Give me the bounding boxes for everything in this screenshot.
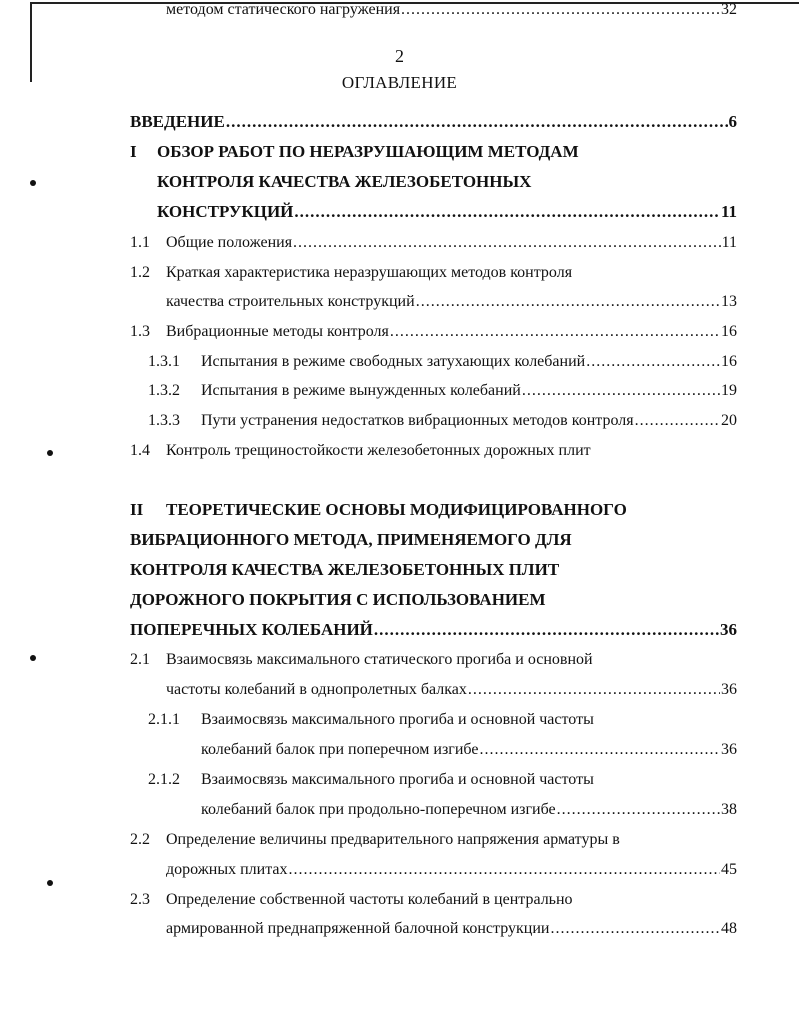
toc-entry-title: Контроль трещиностойкости железобетонных дорожных плит xyxy=(166,442,591,459)
toc-entry-line xyxy=(130,530,572,550)
toc-entry-title: КОНСТРУКЦИЙ xyxy=(157,202,294,221)
dot-leader xyxy=(374,620,719,640)
toc-page-number: 6 xyxy=(728,112,737,131)
toc-entry-line xyxy=(166,650,593,670)
toc-entry-line xyxy=(201,352,737,372)
toc-entry-title: дорожных плитах xyxy=(166,861,288,878)
toc-entry-line xyxy=(166,830,620,850)
toc-entry-title: частоты колебаний в однопролетных балках xyxy=(166,681,467,698)
dot-leader xyxy=(522,381,720,401)
toc-entry-line xyxy=(166,0,737,20)
toc-entry-title: колебаний балок при продольно-поперечном изгибе xyxy=(201,801,556,818)
toc-entry-number: 2.2 xyxy=(130,831,150,848)
toc-entry-line xyxy=(130,560,559,580)
toc-entry-title: Испытания в режиме свободных затухающих колебаний xyxy=(201,353,586,370)
toc-page-number: 38 xyxy=(721,801,737,818)
toc-page-number: 45 xyxy=(721,861,737,878)
toc-entry-number: 1.1 xyxy=(130,234,150,251)
toc-page-number: 36 xyxy=(721,681,737,698)
toc-entry-title: Пути устранения недостатков вибрационных методов контроля xyxy=(201,412,634,429)
toc-entry-line xyxy=(166,890,573,910)
toc-entry-title: ТЕОРЕТИЧЕСКИЕ ОСНОВЫ МОДИФИЦИРОВАННОГО xyxy=(166,500,627,519)
toc-page-number: 11 xyxy=(720,202,737,221)
toc-entry-number: 2.3 xyxy=(130,891,150,908)
toc-entry-line xyxy=(130,620,737,640)
toc-entry-line xyxy=(166,500,627,520)
toc-entry-number: 2.1.2 xyxy=(148,771,180,788)
toc-page-number: 32 xyxy=(721,1,737,18)
toc-entry-line xyxy=(201,800,737,820)
toc-entry-line xyxy=(166,233,737,253)
toc-page-number: 36 xyxy=(720,620,737,639)
toc-entry-number: I xyxy=(130,142,137,161)
toc-entry-title: Определение собственной частоты колебаний в центрально xyxy=(166,891,573,908)
toc-entry-title: колебаний балок при поперечном изгибе xyxy=(201,741,479,758)
toc-entry-number: II xyxy=(130,500,144,519)
toc-entry-line xyxy=(130,112,737,132)
toc-page-number: 19 xyxy=(721,382,737,399)
dot-leader xyxy=(557,800,720,820)
toc-page-number: 36 xyxy=(721,741,737,758)
toc-entry-title: методом статического нагружения xyxy=(166,1,401,18)
toc-entry-title: Вибрационные методы контроля xyxy=(166,323,389,340)
toc-entry-title: Определение величины предварительного напряжения арматуры в xyxy=(166,831,620,848)
scan-border-left xyxy=(30,2,32,82)
toc-entry-number: 1.2 xyxy=(130,264,150,281)
toc-entry-title: качества строительных конструкций xyxy=(166,293,415,310)
punch-hole-mark xyxy=(30,655,36,661)
toc-entry-title: Взаимосвязь максимального прогиба и основной частоты xyxy=(201,771,594,788)
dot-leader xyxy=(293,233,721,253)
toc-page-number: 13 xyxy=(721,293,737,310)
toc-entry-title: Взаимосвязь максимального статического прогиба и основной xyxy=(166,651,593,668)
toc-entry-line xyxy=(201,710,594,730)
toc-page-number: 11 xyxy=(721,234,737,251)
toc-entry-number: 2.1 xyxy=(130,651,150,668)
page-title: ОГЛАВЛЕНИЕ xyxy=(341,73,458,92)
toc-entry-line xyxy=(166,263,572,283)
toc-entry-line xyxy=(201,381,737,401)
toc-entry-line xyxy=(201,770,594,790)
toc-entry-number: 1.3 xyxy=(130,323,150,340)
dot-leader xyxy=(294,202,720,222)
toc-entry-title: Краткая характеристика неразрушающих методов контроля xyxy=(166,264,573,281)
toc-entry-number: 1.3.1 xyxy=(148,353,180,370)
toc-entry-line xyxy=(166,860,737,880)
toc-entry-title: Взаимосвязь максимального прогиба и основной частоты xyxy=(201,711,594,728)
punch-hole-mark xyxy=(47,880,53,886)
dot-leader xyxy=(468,680,720,700)
toc-entry-title: КОНТРОЛЯ КАЧЕСТВА ЖЕЛЕЗОБЕТОННЫХ xyxy=(157,172,532,191)
toc-entry-title: армированной преднапряженной балочной конструкции xyxy=(166,920,550,937)
dot-leader xyxy=(635,411,720,431)
toc-entry-title: Общие положения xyxy=(166,234,293,251)
toc-entry-line xyxy=(201,740,737,760)
dot-leader xyxy=(586,352,720,372)
dot-leader xyxy=(226,112,728,132)
toc-entry-title: ОБЗОР РАБОТ ПО НЕРАЗРУШАЮЩИМ МЕТОДАМ xyxy=(157,142,579,161)
dot-leader xyxy=(416,292,720,312)
toc-page-number: 16 xyxy=(721,323,737,340)
dot-leader xyxy=(401,0,720,20)
toc-entry-line xyxy=(166,680,737,700)
toc-entry-line xyxy=(157,202,737,222)
dot-leader xyxy=(550,919,720,939)
toc-entry-line xyxy=(130,590,546,610)
toc-entry-line xyxy=(166,441,591,461)
toc-entry-title: ПОПЕРЕЧНЫХ КОЛЕБАНИЙ xyxy=(130,620,373,639)
toc-entry-title: ВИБРАЦИОННОГО МЕТОДА, ПРИМЕНЯЕМОГО ДЛЯ xyxy=(130,530,572,549)
toc-page-number: 16 xyxy=(721,353,737,370)
dot-leader xyxy=(289,860,720,880)
punch-hole-mark xyxy=(47,450,53,456)
punch-hole-mark xyxy=(30,180,36,186)
toc-entry-line xyxy=(166,322,737,342)
toc-entry-number: 1.4 xyxy=(130,442,150,459)
toc-entry-number: 1.3.2 xyxy=(148,382,180,399)
toc-entry-title: ВВЕДЕНИЕ xyxy=(130,112,225,131)
toc-entry-line xyxy=(157,172,531,192)
toc-entry-number: 1.3.3 xyxy=(148,412,180,429)
toc-entry-title: Испытания в режиме вынужденных колебаний xyxy=(201,382,521,399)
toc-entry-number: 2.1.1 xyxy=(148,711,180,728)
toc-entry-title: КОНТРОЛЯ КАЧЕСТВА ЖЕЛЕЗОБЕТОННЫХ ПЛИТ xyxy=(130,560,560,579)
toc-entry-line xyxy=(201,411,737,431)
toc-entry-line xyxy=(166,919,737,939)
toc-entry-line xyxy=(166,292,737,312)
toc-page-number: 48 xyxy=(721,920,737,937)
dot-leader xyxy=(390,322,720,342)
toc-page-number: 20 xyxy=(721,412,737,429)
toc-entry-line xyxy=(157,142,579,162)
dot-leader xyxy=(479,740,720,760)
toc-entry-title: ДОРОЖНОГО ПОКРЫТИЯ С ИСПОЛЬЗОВАНИЕМ xyxy=(130,590,546,609)
page-number: 2 xyxy=(395,46,404,66)
